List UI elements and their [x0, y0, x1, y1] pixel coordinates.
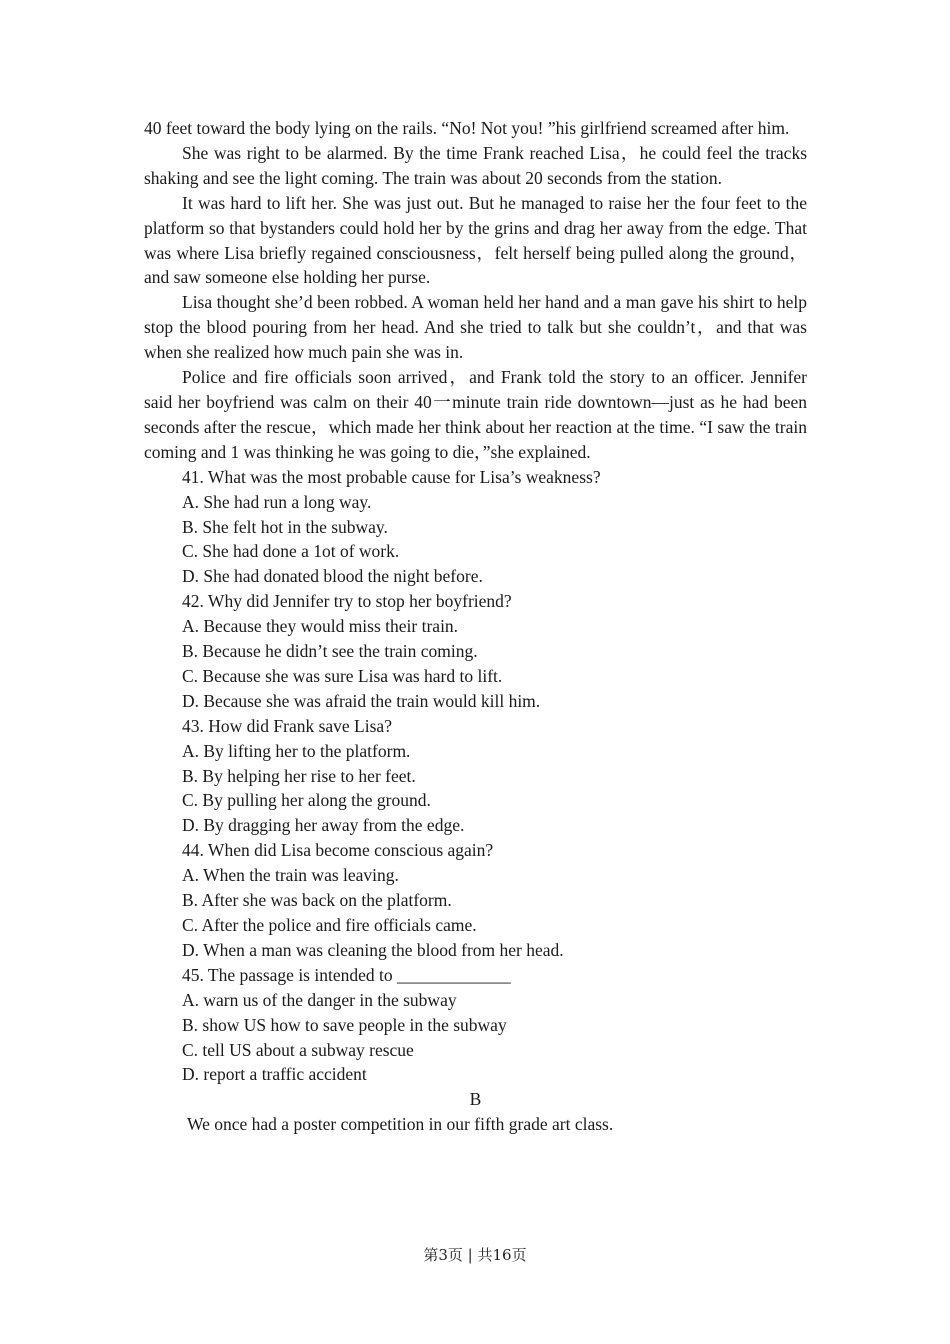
question-43 [144, 714, 807, 839]
answer-option: B. Because he didn’t see the train coming. [182, 641, 478, 662]
answer-option: B. After she was back on the platform. [182, 890, 452, 911]
answer-option: A. She had run a long way. [182, 491, 372, 512]
question-41 [144, 465, 807, 590]
page-footer: 第3页 | 共16页 [423, 1246, 527, 1264]
document-body [144, 116, 807, 1137]
question-stem: 41. What was the most probable cause for Lisa’s weakness? [182, 466, 601, 487]
answer-option: A. When the train was leaving. [182, 865, 399, 886]
answer-option: B. show US how to save people in the subway [182, 1014, 507, 1035]
answer-option: D. By dragging her away from the edge. [182, 815, 465, 836]
answer-option: B. She felt hot in the subway. [182, 516, 388, 537]
passage-paragraph: Lisa thought she’d been robbed. A woman held her hand and a man gave his shirt to help stop the blood pouring from her head. And she tried to talk but she couldn’t，and that was when she realized how much pain she was in. [144, 292, 807, 363]
passage-paragraph: Police and fire officials soon arrived，and Frank told the story to an officer. Jennifer said her boyfriend was calm on their 40一minute train ride downtown—just as he had been seconds after the rescue，which made her think about her reaction at the time. “I saw the train coming and 1 was thinking he was going to die，”she explained. [144, 367, 807, 462]
answer-option: B. By helping her rise to her feet. [182, 765, 416, 786]
answer-option: A. By lifting her to the platform. [182, 740, 411, 761]
question-42 [144, 589, 807, 714]
section-b-intro: We once had a poster competition in our fifth grade art class. [187, 1114, 614, 1135]
answer-option: C. By pulling her along the ground. [182, 790, 431, 811]
answer-option: C. tell US about a subway rescue [182, 1039, 414, 1060]
question-stem: 44. When did Lisa become conscious again? [182, 840, 494, 861]
question-stem: 43. How did Frank save Lisa? [182, 715, 392, 736]
answer-option: D. Because she was afraid the train would kill him. [182, 690, 541, 711]
question-45 [144, 963, 807, 1088]
answer-option: D. report a traffic accident [182, 1064, 367, 1085]
answer-option: C. After the police and fire officials came. [182, 915, 477, 935]
answer-option: D. When a man was cleaning the blood from her head. [182, 939, 564, 960]
passage-paragraph: 40 feet toward the body lying on the rails. “No! Not you! ”his girlfriend screamed after him. [144, 118, 790, 138]
answer-option: C. She had done a 1ot of work. [182, 541, 400, 562]
question-stem: 42. Why did Jennifer try to stop her boyfriend? [182, 591, 512, 612]
answer-option: A. warn us of the danger in the subway [182, 989, 457, 1010]
passage-paragraph: It was hard to lift her. She was just out. But he managed to raise her the four feet to the platform so that bystanders could hold her by the grins and drag her away from the edge. That was where Lisa briefly regained consciousness，felt herself being pulled along the ground，and saw someone else holding her purse. [144, 192, 807, 288]
answer-option: C. Because she was sure Lisa was hard to lift. [182, 665, 503, 686]
answer-option: D. She had donated blood the night before. [182, 566, 483, 587]
passage-paragraph: She was right to be alarmed. By the time Frank reached Lisa，he could feel the tracks shaking and see the light coming. The train was about 20 seconds from the station. [144, 142, 807, 188]
question-44 [144, 838, 807, 963]
question-stem: 45. The passage is intended to _____________ [182, 964, 511, 985]
section-heading-b: B [469, 1089, 482, 1110]
answer-option: A. Because they would miss their train. [182, 616, 459, 637]
